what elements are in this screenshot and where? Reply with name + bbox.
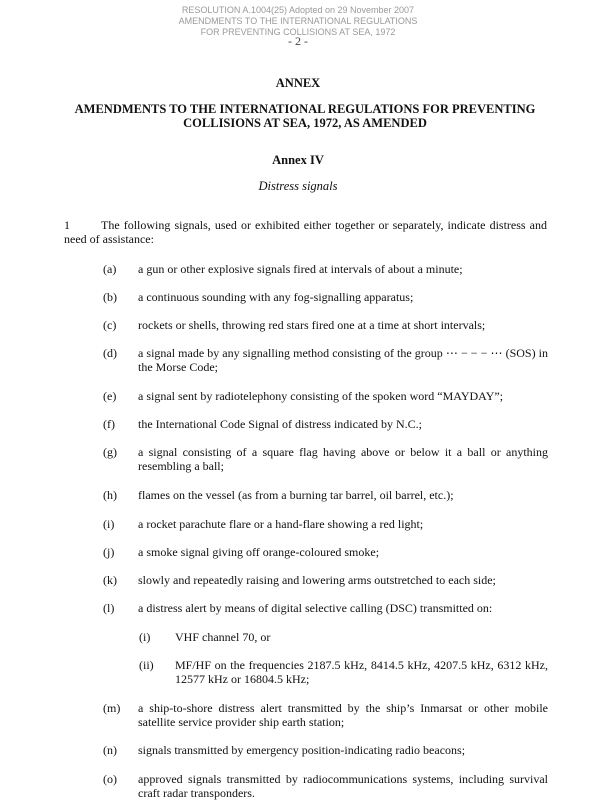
list-item: [103, 346, 548, 374]
paragraph-text: The following signals, used or exhibited either together or separately, indicate distress and need of assistance:: [64, 218, 547, 246]
list-item-text: the International Code Signal of distress indicated by N.C.;: [138, 417, 422, 431]
sub-list-item-text: MF/HF on the frequencies 2187.5 kHz, 8414.5 kHz, 4207.5 kHz, 6312 kHz, 12577 kHz or 16804.5 kHz;: [175, 658, 548, 686]
list-item: [103, 445, 548, 473]
list-item-label: (d): [103, 346, 117, 360]
list-item-text: a continuous sounding with any fog-signalling apparatus;: [138, 290, 414, 304]
annex-iv-heading: Annex IV: [272, 153, 324, 167]
list-item-text: a signal consisting of a square flag having above or below it a ball or anything resembling a ball;: [138, 445, 548, 473]
list-item-text: a gun or other explosive signals fired at intervals of about a minute;: [138, 262, 463, 276]
list-item-label: (j): [103, 545, 115, 559]
list-item-label: (h): [103, 488, 117, 502]
sub-list-item-label: (ii): [139, 658, 154, 672]
document-title: AMENDMENTS TO THE INTERNATIONAL REGULATIONS FOR PREVENTING COLLISIONS AT SEA, 1972, AS AMENDED: [74, 102, 536, 130]
list-item: [103, 743, 548, 757]
list-item-label: (m): [103, 701, 121, 715]
watermark-line: RESOLUTION A.1004(25) Adopted on 29 November 2007: [181, 5, 415, 15]
list-item: [103, 701, 548, 729]
sub-list-item-label: (i): [139, 630, 151, 644]
list-item-text: a ship-to-shore distress alert transmitted by the ship’s Inmarsat or other mobile satellite service provider ship earth station;: [138, 701, 548, 729]
list-item: [103, 545, 548, 559]
list-item-label: (c): [103, 318, 117, 332]
list-item-text: a signal sent by radiotelephony consisting of the spoken word “MAYDAY”;: [138, 389, 504, 403]
list-item-label: (e): [103, 389, 117, 403]
list-item-text: rockets or shells, throwing red stars fired one at a time at short intervals;: [138, 318, 486, 332]
list-item-text: a smoke signal giving off orange-coloured smoke;: [138, 545, 380, 559]
watermark-line: FOR PREVENTING COLLISIONS AT SEA, 1972: [200, 27, 396, 37]
list-item-text: a signal made by any signalling method consisting of the group ⋯ − − − ⋯ (SOS) in the Morse Code;: [138, 346, 548, 374]
list-item: [103, 772, 548, 800]
list-item-text: signals transmitted by emergency position-indicating radio beacons;: [138, 743, 466, 757]
list-item-label: (o): [103, 772, 117, 786]
list-item-text: approved signals transmitted by radiocommunications systems, including survival craft radar transponders.: [138, 772, 548, 800]
list-item-label: (a): [103, 262, 117, 276]
intro-paragraph: [64, 218, 547, 246]
list-item: [103, 488, 548, 502]
sub-list-item: [139, 630, 548, 644]
watermark-line: AMENDMENTS TO THE INTERNATIONAL REGULATIONS: [178, 16, 418, 26]
list-item-label: (i): [103, 517, 115, 531]
list-item: [103, 573, 548, 587]
list-item: [103, 517, 548, 531]
annex-heading: ANNEX: [275, 76, 321, 90]
list-item-text: flames on the vessel (as from a burning tar barrel, oil barrel, etc.);: [138, 488, 454, 502]
list-item: [103, 389, 548, 403]
list-item-label: (f): [103, 417, 115, 431]
list-item: [103, 601, 548, 615]
list-item-label: (k): [103, 573, 117, 587]
list-item: [103, 290, 548, 304]
list-item: [103, 262, 548, 276]
sub-list-item: [139, 658, 548, 686]
list-item-text: slowly and repeatedly raising and lowering arms outstretched to each side;: [138, 573, 496, 587]
list-item-label: (g): [103, 445, 117, 459]
list-item-label: (l): [103, 601, 115, 615]
list-item-label: (b): [103, 290, 117, 304]
list-item-text: a distress alert by means of digital selective calling (DSC) transmitted on:: [138, 601, 493, 615]
page-number: - 2 -: [288, 34, 308, 48]
list-item: [103, 417, 548, 431]
sub-list-item-text: VHF channel 70, or: [175, 630, 271, 644]
list-item-text: a rocket parachute flare or a hand-flare showing a red light;: [138, 517, 424, 531]
list-item: [103, 318, 548, 332]
section-subtitle: Distress signals: [258, 179, 338, 193]
paragraph-number: 1: [64, 218, 70, 232]
list-item-label: (n): [103, 743, 117, 757]
